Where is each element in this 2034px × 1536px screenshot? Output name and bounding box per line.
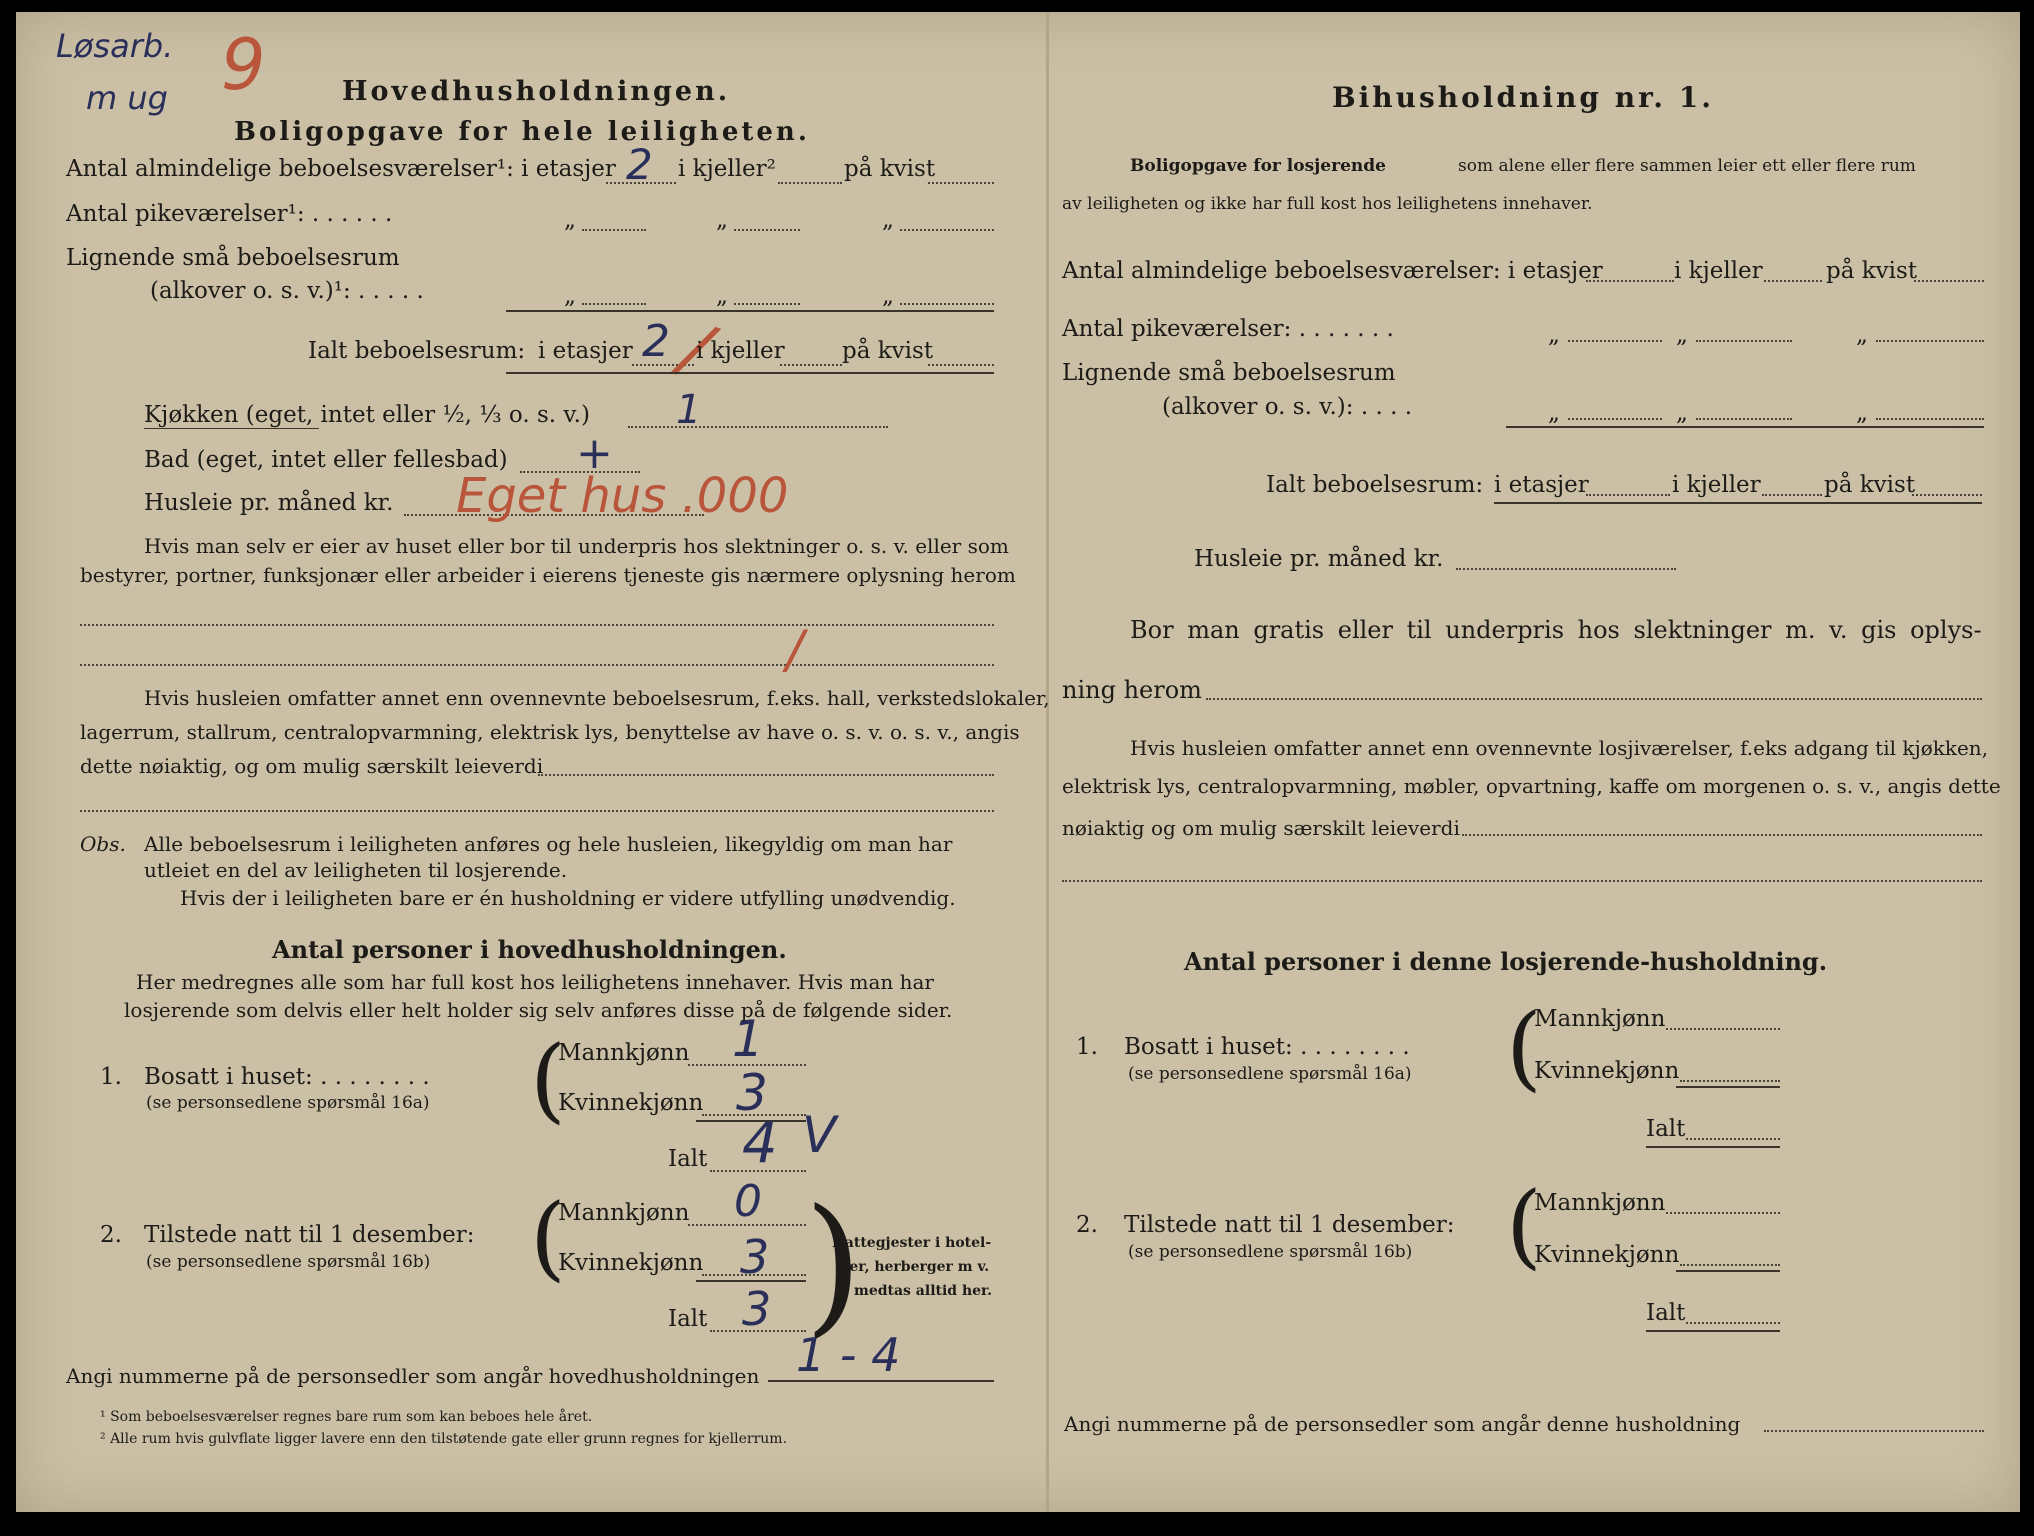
- handwritten-q2-total: 3: [742, 1282, 772, 1336]
- bath-label: Bad (eget, intet eller fellesbad): [144, 447, 508, 473]
- red-check-mark: /: [671, 306, 720, 392]
- ditto-mark: „: [716, 283, 728, 309]
- right-maid-kvist-field[interactable]: [1876, 340, 1984, 342]
- lodger-intro-2: av leiligheten og ikke har full kost hos leilighetens innehaver.: [1062, 194, 1593, 214]
- right-etasjer-field[interactable]: [1586, 280, 1674, 282]
- right-q2-male-field[interactable]: [1666, 1212, 1780, 1214]
- free-housing-field[interactable]: [1206, 698, 1982, 700]
- total-kvist-label: på kvist: [842, 338, 934, 364]
- right-q1-total-field[interactable]: [1686, 1138, 1780, 1140]
- sheet-numbers-label: Angi nummerne på de personsedler som angår hovedhusholdningen: [66, 1364, 760, 1388]
- right-maid-etasjer-field[interactable]: [1568, 340, 1662, 342]
- right-total-etasjer-field[interactable]: [1586, 494, 1670, 496]
- right-q2-number: 2.: [1076, 1212, 1098, 1238]
- bracket: (: [1506, 994, 1542, 1101]
- ditto-mark: „: [1548, 322, 1560, 348]
- lodger-intro-1: som alene eller flere sammen leier ett eller flere rum: [1458, 156, 1916, 176]
- handwritten-corner-note: Løsarb.: [56, 27, 174, 65]
- right-q2-female-field[interactable]: [1680, 1264, 1780, 1266]
- right-kjeller-field[interactable]: [1764, 280, 1822, 282]
- right-includes-field-2[interactable]: [1062, 880, 1982, 882]
- q1-female-label: Kvinnekjønn: [558, 1090, 704, 1116]
- right-persons-heading: Antal personer i denne losjerende-husholdning.: [1184, 947, 1828, 976]
- bracket-right: ): [804, 1178, 863, 1352]
- right-q1-label: Bosatt i huset: . . . . . . . .: [1124, 1034, 1410, 1060]
- handwritten-q2-male: 0: [734, 1176, 762, 1227]
- handwritten-q1-female: 3: [736, 1064, 768, 1122]
- alcove-label: Lignende små beboelsesrum: [66, 245, 400, 271]
- includes-text-1: Hvis husleien omfatter annet enn ovennevnte beboelsesrum, f.eks. hall, verkstedslokaler,: [144, 686, 1050, 710]
- right-total-kvist-field[interactable]: [1912, 494, 1982, 496]
- q1-total-label: Ialt: [668, 1146, 708, 1172]
- right-includes-text-1: Hvis husleien omfatter annet enn ovennevnte losjiværelser, f.eks adgang til kjøkken,: [1130, 736, 1989, 760]
- handwritten-q2-female: 3: [740, 1230, 770, 1284]
- right-total-etasjer-label: i etasjer: [1494, 472, 1589, 498]
- right-sheet-numbers-field[interactable]: [1764, 1430, 1984, 1432]
- bracket: (: [530, 1184, 566, 1291]
- right-q1-sublabel: (se personsedlene spørsmål 16a): [1128, 1064, 1412, 1084]
- persons-note-1: Her medregnes alle som har full kost hos leilighetens innehaver. Hvis man har: [136, 970, 934, 994]
- bracket: (: [1506, 1172, 1542, 1279]
- page-title: Hovedhusholdningen.: [342, 76, 731, 107]
- handwritten-q1-total: 4: [742, 1111, 778, 1176]
- ditto-mark: „: [1676, 400, 1688, 426]
- q2-sublabel: (se personsedlene spørsmål 16b): [146, 1252, 431, 1272]
- ditto-mark: „: [882, 207, 894, 233]
- lodger-intro-bold: Boligopgave for losjerende: [1130, 156, 1386, 176]
- right-total-kjeller-field[interactable]: [1762, 494, 1822, 496]
- ditto-mark: „: [1856, 400, 1868, 426]
- handwritten-kitchen: 1: [676, 387, 702, 433]
- q2-female-label: Kvinnekjønn: [558, 1250, 704, 1276]
- red-stroke-mark: /: [786, 620, 804, 680]
- includes-text-3: dette nøiaktig, og om mulig særskilt leieverdi: [80, 754, 544, 778]
- night-guests-note-2: ler, herberger m v.: [844, 1259, 990, 1275]
- page-subtitle: Boligopgave for hele leiligheten.: [234, 117, 810, 147]
- right-q2-male-label: Mannkjønn: [1534, 1190, 1666, 1216]
- owner-text-2: bestyrer, portner, funksjonær eller arbeider i eierens tjeneste gis nærmere oplysning herom: [80, 563, 1016, 587]
- ditto-mark: „: [564, 207, 576, 233]
- night-guests-note-3: medtas alltid her.: [854, 1283, 993, 1299]
- handwritten-red-number: 9: [221, 24, 266, 106]
- footnote-1: ¹ Som beboelsesværelser regnes bare rum som kan beboes hele året.: [100, 1409, 593, 1425]
- q2-label: Tilstede natt til 1 desember:: [144, 1222, 475, 1248]
- census-form-sheet: [16, 12, 2020, 1512]
- q1-sublabel: (se personsedlene spørsmål 16a): [146, 1093, 430, 1113]
- right-includes-text-3: nøiaktig og om mulig særskilt leieverdi: [1062, 816, 1460, 840]
- right-alcove-kjeller-field[interactable]: [1696, 418, 1792, 420]
- right-page-title: Bihusholdning nr. 1.: [1332, 81, 1714, 114]
- right-total-kvist-label: på kvist: [1824, 472, 1916, 498]
- right-page: [16, 12, 2020, 1512]
- right-rent-label: Husleie pr. måned kr.: [1194, 546, 1444, 572]
- right-q1-total-rule: [1646, 1146, 1780, 1148]
- right-kvist-label: på kvist: [1826, 258, 1918, 284]
- persons-note-2: losjerende som delvis eller helt holder sig selv anføres disse på de følgende sider.: [124, 998, 953, 1022]
- ditto-mark: „: [882, 283, 894, 309]
- ditto-mark: „: [564, 283, 576, 309]
- footnote-2: ² Alle rum hvis gulvflate ligger lavere enn den tilstøtende gate eller grunn regnes for kjellerrum.: [100, 1431, 788, 1447]
- handwritten-q1-check: V: [802, 1106, 837, 1164]
- right-maid-label: Antal pikeværelser: . . . . . . .: [1062, 316, 1394, 342]
- right-q2-sublabel: (se personsedlene spørsmål 16b): [1128, 1242, 1413, 1262]
- maid-rooms-label: Antal pikeværelser¹: . . . . . .: [66, 201, 393, 227]
- right-total-rule: [1494, 502, 1982, 504]
- q1-number: 1.: [100, 1064, 122, 1090]
- right-q1-male-field[interactable]: [1666, 1028, 1780, 1030]
- right-kjeller-label: i kjeller: [1674, 258, 1763, 284]
- obs-text-3: Hvis der i leiligheten bare er én husholdning er videre utfylling unødvendig.: [180, 886, 956, 910]
- total-rooms-label: Ialt beboelsesrum:: [308, 338, 526, 364]
- right-sheet-numbers-label: Angi nummerne på de personsedler som angår denne husholdning: [1064, 1412, 1741, 1436]
- obs-label: Obs.: [80, 832, 126, 856]
- right-q1-female-label: Kvinnekjønn: [1534, 1058, 1680, 1084]
- ditto-mark: „: [1676, 322, 1688, 348]
- right-includes-field[interactable]: [1462, 834, 1982, 836]
- total-etasjer-label: i etasjer: [538, 338, 633, 364]
- right-q2-total-label: Ialt: [1646, 1300, 1686, 1326]
- q2-number: 2.: [100, 1222, 122, 1248]
- right-alcove-label: Lignende små beboelsesrum: [1062, 360, 1396, 386]
- right-q2-label: Tilstede natt til 1 desember:: [1124, 1212, 1455, 1238]
- q1-male-label: Mannkjønn: [558, 1040, 690, 1066]
- handwritten-etasjer: 2: [626, 140, 653, 189]
- total-kjeller-label: i kjeller: [696, 338, 785, 364]
- night-guests-note-1: Nattegjester i hotel-: [832, 1235, 992, 1251]
- free-housing-text-2: ning herom: [1062, 676, 1202, 704]
- right-rooms-label: Antal almindelige beboelsesværelser: i etasjer: [1062, 258, 1603, 284]
- right-alcove-etasjer-field[interactable]: [1568, 418, 1662, 420]
- handwritten-corner-note-2: m ug: [86, 79, 168, 117]
- handwritten-total-etasjer: 2: [642, 316, 670, 367]
- right-q2-total-rule: [1646, 1330, 1780, 1332]
- right-q1-female-field[interactable]: [1680, 1080, 1780, 1082]
- owner-text-1: Hvis man selv er eier av huset eller bor til underpris hos slektninger o. s. v. eller som: [144, 534, 1009, 558]
- right-includes-text-2: elektrisk lys, centralopvarmning, møbler, opvartning, kaffe om morgenen o. s. v., angis dette: [1062, 774, 2001, 798]
- right-rent-field[interactable]: [1456, 568, 1676, 570]
- handwritten-rent: Eget hus .000: [456, 468, 789, 524]
- includes-text-2: lagerrum, stallrum, centralopvarmning, elektrisk lys, benyttelse av have o. s. v. o. s. v., angis: [80, 720, 1020, 744]
- handwritten-sheet-numbers: 1 - 4: [796, 1328, 901, 1382]
- alcove-sublabel: (alkover o. s. v.)¹: . . . . .: [150, 278, 424, 304]
- bracket: (: [530, 1026, 566, 1133]
- ditto-mark: „: [1548, 400, 1560, 426]
- right-q1-male-label: Mannkjønn: [1534, 1006, 1666, 1032]
- ditto-mark: „: [1856, 322, 1868, 348]
- right-q2-total-field[interactable]: [1686, 1322, 1780, 1324]
- handwritten-bath: +: [576, 428, 613, 479]
- kitchen-label: Kjøkken (eget, intet eller ½, ⅓ o. s. v.): [144, 402, 590, 428]
- right-q1-sum-rule: [1676, 1086, 1780, 1088]
- right-alcove-kvist-field[interactable]: [1876, 418, 1984, 420]
- right-maid-kjeller-field[interactable]: [1696, 340, 1792, 342]
- kjeller-label: i kjeller²: [678, 156, 776, 182]
- q2-male-label: Mannkjønn: [558, 1200, 690, 1226]
- obs-text-2: utleiet en del av leiligheten til losjerende.: [144, 858, 568, 882]
- right-q2-sum-rule: [1676, 1270, 1780, 1272]
- ditto-mark: „: [716, 207, 728, 233]
- rent-label: Husleie pr. måned kr.: [144, 490, 394, 516]
- right-total-kjeller-label: i kjeller: [1672, 472, 1761, 498]
- obs-text-1: Alle beboelsesrum i leiligheten anføres og hele husleien, likegyldig om man har: [144, 832, 953, 856]
- q2-total-label: Ialt: [668, 1306, 708, 1332]
- rooms-row-label: Antal almindelige beboelsesværelser¹: i etasjer: [66, 156, 616, 182]
- free-housing-text-1: Bor man gratis eller til underpris hos slektninger m. v. gis oplys-: [1130, 616, 1982, 644]
- right-q1-total-label: Ialt: [1646, 1116, 1686, 1142]
- q1-label: Bosatt i huset: . . . . . . . .: [144, 1064, 430, 1090]
- kvist-label: på kvist: [844, 156, 936, 182]
- right-q1-number: 1.: [1076, 1034, 1098, 1060]
- right-alcove-sublabel: (alkover o. s. v.): . . . .: [1162, 394, 1413, 420]
- right-q2-female-label: Kvinnekjønn: [1534, 1242, 1680, 1268]
- persons-heading: Antal personer i hovedhusholdningen.: [272, 935, 787, 964]
- right-total-label: Ialt beboelsesrum:: [1266, 472, 1484, 498]
- right-kvist-field[interactable]: [1914, 280, 1984, 282]
- right-sum-rule: [1506, 426, 1984, 428]
- handwritten-q1-male: 1: [732, 1010, 764, 1068]
